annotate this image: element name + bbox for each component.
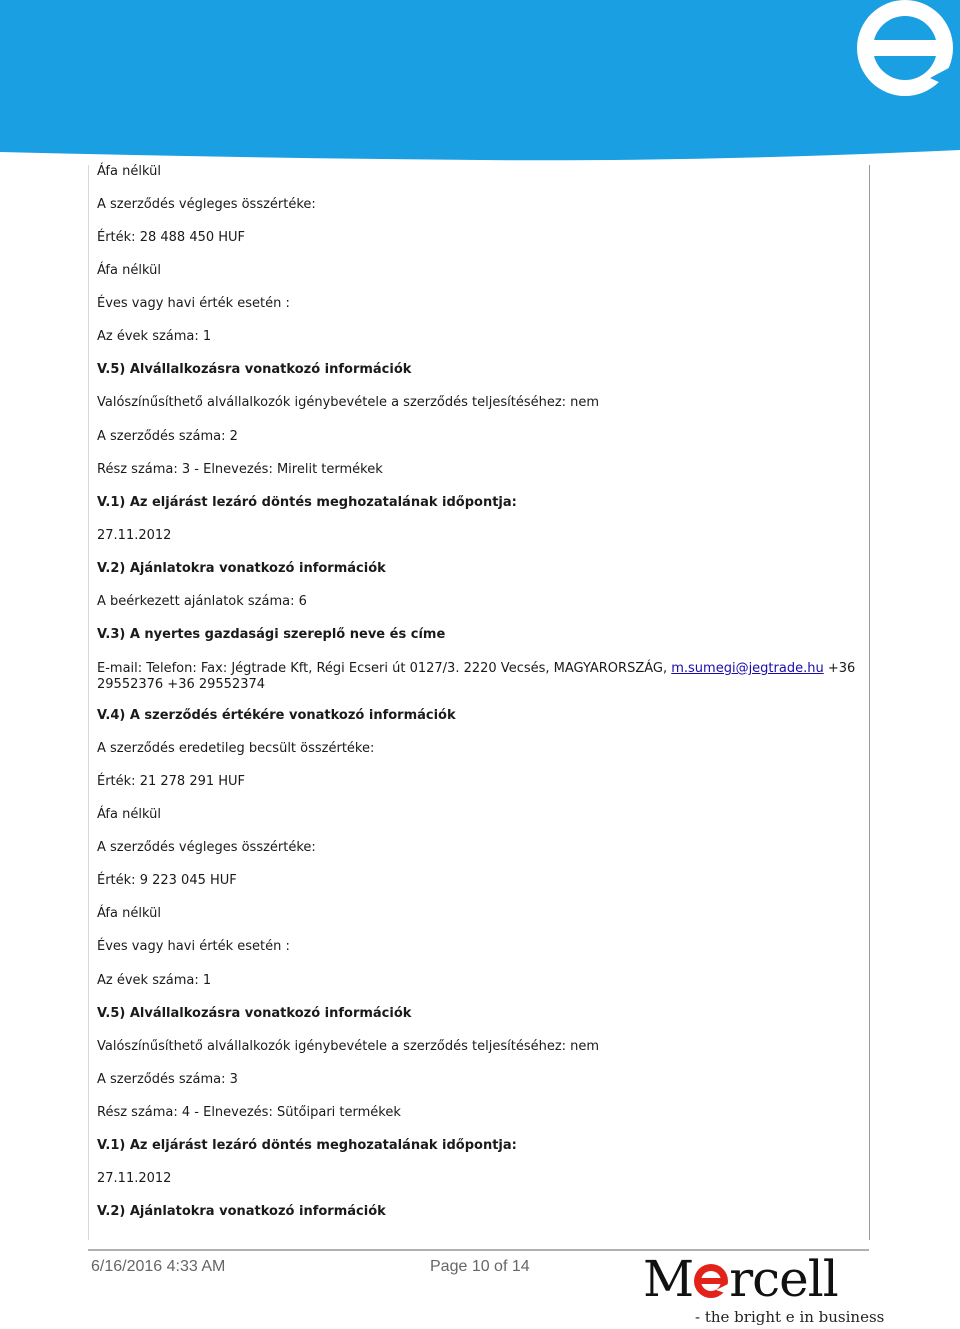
text-line: Érték: 28 488 450 HUF xyxy=(97,230,246,246)
logo-wordmark xyxy=(643,1252,838,1306)
text-line: Rész száma: 3 - Elnevezés: Mirelit termékek xyxy=(97,461,383,477)
section-heading: V.1) Az eljárást lezáró döntés meghozatalának időpontja: xyxy=(97,1137,517,1153)
section-heading: V.2) Ajánlatokra vonatkozó információk xyxy=(97,560,386,576)
contact-details: E-mail: Telefon: Fax: Jégtrade Kft, Régi Ecseri út 0127/3. 2220 Vecsés, MAGYARORSZÁG, xyxy=(97,661,672,676)
banner-graphic xyxy=(0,0,960,165)
text-line: A szerződés végleges összértéke: xyxy=(97,840,316,856)
email-link[interactable]: m.sumegi@jegtrade.hu xyxy=(671,661,824,676)
header-banner xyxy=(0,0,960,165)
text-line: A szerződés végleges összértéke: xyxy=(97,197,316,213)
text-line: Éves vagy havi érték esetén : xyxy=(97,296,290,312)
text-line: Áfa nélkül xyxy=(97,263,161,279)
text-line: Éves vagy havi érték esetén : xyxy=(97,939,290,955)
e-letter-icon xyxy=(694,1254,728,1288)
text-line: Az évek száma: 1 xyxy=(97,329,212,345)
contact-phones: +36 29552376 +36 29552374 xyxy=(97,661,856,692)
text-line: Áfa nélkül xyxy=(97,906,161,922)
text-line: A beérkezett ajánlatok száma: 6 xyxy=(97,593,307,609)
section-heading: V.4) A szerződés értékére vonatkozó információk xyxy=(97,708,456,723)
logo-tagline: - the bright e in business xyxy=(695,1308,885,1326)
section-heading: V.5) Alvállalkozásra vonatkozó információk xyxy=(97,1005,412,1021)
text-line: A szerződés eredetileg becsült összértéke: xyxy=(97,741,375,757)
text-line: Valószínűsíthető alvállalkozók igénybevétele a szerződés teljesítéséhez: nem xyxy=(97,1038,600,1054)
footer-date: 6/16/2016 4:33 AM xyxy=(91,1258,226,1275)
footer-page-number: Page 10 of 14 xyxy=(430,1258,530,1275)
section-heading: V.2) Ajánlatokra vonatkozó információk xyxy=(97,1204,386,1220)
marcell-logo xyxy=(643,1250,885,1327)
text-line: Valószínűsíthető alvállalkozók igénybevétele a szerződés teljesítéséhez: nem xyxy=(97,395,600,411)
text-line: 27.11.2012 xyxy=(97,1170,172,1186)
logo-letter-m: M xyxy=(643,1250,694,1308)
text-line: Érték: 21 278 291 HUF xyxy=(97,774,246,790)
section-heading: V.3) A nyertes gazdasági szereplő neve és címe xyxy=(97,626,446,642)
text-line: A szerződés száma: 2 xyxy=(97,428,238,444)
text-line: Áfa nélkül xyxy=(97,164,161,179)
text-line: Áfa nélkül xyxy=(97,807,161,823)
text-line: Az évek száma: 1 xyxy=(97,972,212,988)
section-heading: V.5) Alvállalkozásra vonatkozó információk xyxy=(97,362,412,378)
winner-contact-line xyxy=(97,661,867,693)
text-line: Érték: 9 223 045 HUF xyxy=(97,873,237,889)
text-line: 27.11.2012 xyxy=(97,527,172,543)
logo-letters-rcell: rcell xyxy=(729,1250,838,1308)
text-line: A szerződés száma: 3 xyxy=(97,1071,238,1087)
text-line: Rész száma: 4 - Elnevezés: Sütőipari termékek xyxy=(97,1104,401,1120)
section-heading: V.1) Az eljárást lezáró döntés meghozatalának időpontja: xyxy=(97,494,517,510)
